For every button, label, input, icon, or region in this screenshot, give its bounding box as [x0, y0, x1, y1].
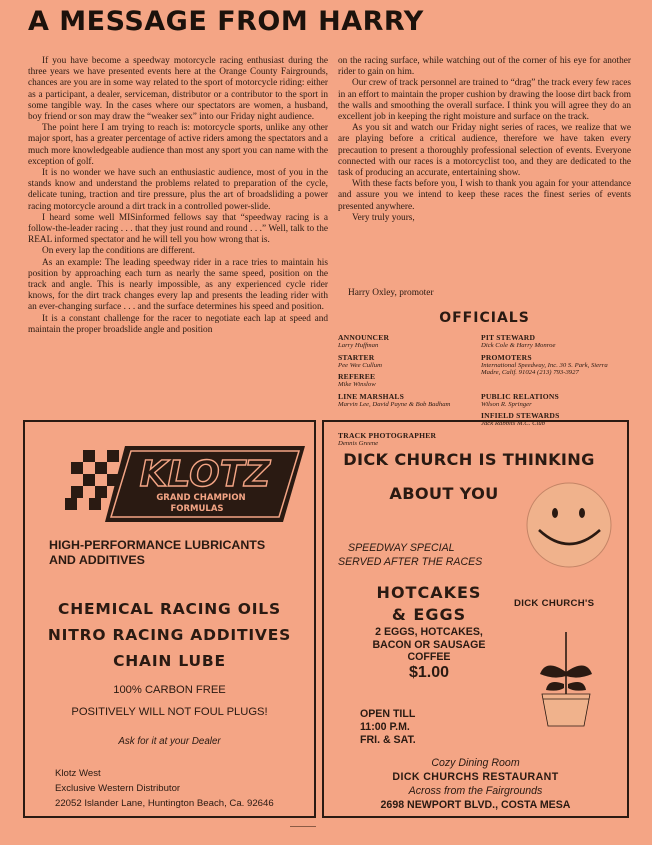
official-name: International Speedway, Inc. 30 S. Park, Sierra Madre, Calif. 91024 (213) 793-3927 [481, 361, 608, 377]
klotz-address-line: 22052 Islander Lane, Huntington Beach, Ca. 92646 [55, 798, 274, 809]
klotz-advertisement [23, 420, 316, 818]
article-paragraph: on the racing surface, while watching out of the corner of his eye for another rider to gain on him. [338, 56, 631, 78]
signoff: Very truly yours, [352, 212, 415, 223]
official-entry [338, 333, 481, 350]
officials-heading: OFFICIALS [439, 310, 530, 326]
official-role: STARTER [338, 352, 375, 362]
article-left-column [28, 56, 328, 336]
menu-line: BACON OR SAUSAGE [372, 638, 486, 651]
official-role: ANNOUNCER [338, 333, 390, 342]
official-entry [338, 353, 481, 370]
klotz-plugs-claim: POSITIVELY WILL NOT FOUL PLUGS! [71, 706, 268, 718]
klotz-product: CHAIN LUBE [113, 652, 226, 670]
official-role: PROMOTERS [481, 352, 532, 362]
klotz-headline [49, 538, 265, 568]
potted-flower-icon [534, 632, 598, 727]
special-line: SERVED AFTER THE RACES [338, 556, 483, 568]
article-paragraph: With these facts before you, I wish to thank you again for your attendance and assure you we intend to keep these races the finest series of events presented anywhere. [338, 179, 631, 212]
hours-line: FRI. & SAT. [360, 734, 416, 746]
official-name: Marvin Lee, David Payne & Bob Badham [338, 400, 451, 408]
article-right-column [338, 56, 631, 224]
official-role: PUBLIC RELATIONS [481, 391, 559, 401]
footer-line: Across from the Fairgrounds [408, 785, 543, 797]
official-entry [481, 333, 631, 350]
dick-church-headline: DICK CHURCH IS THINKING [343, 450, 595, 469]
official-role: LINE MARSHALS [338, 391, 405, 401]
article-paragraph: If you have become a speedway motorcycle racing enthusiast during the three years we have presented events here at the Orange County Fairgrounds, chances are you are in some way related to the sport of motorcycle riding: either as a participant, a dealer, serviceman, distributor or a contributor to the sport in some tangible way. In the cases where our spectators are women, a husband, boy friend or son may draw the “weaker sex” into our Friday night audience. [28, 56, 328, 123]
official-name: Jack Rabbits M.C. Club [481, 420, 546, 428]
klotz-logo [65, 440, 310, 528]
article-paragraph: On every lap the conditions are different. [42, 246, 195, 257]
hours-line: OPEN TILL [360, 708, 416, 720]
article-paragraph: The point here I am trying to reach is: motorcycle sports, unlike any other major sport, has a greater percentage of active riders among the spectators and a much more knowledgeable audience than most any sport you can name with the exception of golf. [28, 123, 328, 167]
dick-church-special [338, 541, 482, 569]
official-role: TRACK PHOTOGRAPHER [338, 430, 437, 440]
klotz-headline-line: AND ADDITIVES [49, 553, 145, 567]
official-entry [481, 353, 631, 389]
official-entry [481, 392, 631, 409]
article-paragraph: Our crew of track personnel are trained to “drag” the track every few races in an effort to maintain the proper cushion by drawing the loose dirt back from the walls and smoothing the overall surface. I think you will agree they do an excellent job in keeping the right moisture and surface on the track. [338, 78, 631, 123]
klotz-headline-line: HIGH-PERFORMANCE LUBRICANTS [49, 538, 266, 552]
footer-line: 2698 NEWPORT BLVD., COSTA MESA [380, 799, 571, 811]
dick-church-hotcakes [334, 582, 524, 626]
klotz-logo-sub: FORMULAS [170, 504, 224, 514]
official-name: Dennis Greene [338, 439, 379, 447]
klotz-dealer-note: Ask for it at your Dealer [118, 736, 221, 747]
page-divider [290, 826, 316, 827]
hotcakes-line: HOTCAKES [376, 583, 482, 602]
official-role: REFEREE [338, 372, 376, 382]
official-name: Larry Huffman [338, 342, 379, 349]
dick-church-advertisement [322, 420, 629, 818]
hotcakes-line: & EGGS [391, 605, 467, 624]
official-name: Mike Winslow [338, 381, 376, 389]
official-entry [338, 372, 481, 389]
klotz-carbon-free: 100% CARBON FREE [113, 684, 226, 696]
hours-line: 11:00 P.M. [360, 721, 410, 733]
promoter-signature: Harry Oxley, promoter [348, 288, 434, 298]
article-paragraph: As you sit and watch our Friday night series of races, we realize that we are playing before a critical audience, therefore we have taken every precaution to present a thoroughly professional selection of events. Everyone connected with our races is a motorcyclist too, and they are dedicated to the task of producing an accurate, entertaining show. [338, 123, 631, 179]
dick-church-headline: ABOUT YOU [389, 484, 499, 503]
official-name: Pee Wee Cullum [338, 361, 382, 369]
official-role: INFIELD STEWARDS [481, 411, 560, 421]
special-line: SPEEDWAY SPECIAL [348, 542, 455, 554]
page-title: A MESSAGE FROM HARRY [28, 6, 424, 37]
article-paragraph: It is no wonder we have such an enthusiastic audience, most of you in the stands know and understand the problems related to preparation of the cycle, delicate tuning, traction and tire pressure, plus the art of broadsliding a power racing motorcycle around a dirt track in a controlled power-slide. [28, 168, 328, 212]
klotz-address-line: Exclusive Western Distributor [55, 783, 181, 794]
footer-line: DICK CHURCHS RESTAURANT [392, 771, 559, 783]
menu-line: COFFEE [407, 651, 451, 664]
klotz-logo-sub: GRAND CHAMPION [156, 493, 246, 503]
klotz-address-line: Klotz West [55, 768, 101, 779]
klotz-product: CHEMICAL RACING OILS [58, 600, 281, 618]
dick-church-menu [334, 626, 524, 664]
dick-church-footer [324, 756, 627, 812]
footer-line: Cozy Dining Room [431, 757, 520, 769]
dick-church-logo: DICK CHURCH'S [514, 598, 595, 609]
menu-line: 2 EGGS, HOTCAKES, [375, 626, 483, 638]
article-paragraph: As an example: The leading speedway rider in a race tries to maintain his position by approaching each turn as nearly the same speed, position on the track and angle. This is nearly impossible, as any experienced cycle rider knows, for the dirt track changes every lap and presents the leading rider with an ever-changing surface . . . and the surface determines his speed and position. [28, 257, 328, 313]
official-name: Wilson R. Springer [481, 400, 532, 408]
dick-church-hours [360, 708, 416, 747]
official-name: Dick Cole & Harry Monroe [481, 342, 556, 349]
klotz-product: NITRO RACING ADDITIVES [47, 626, 292, 644]
official-role: PIT STEWARD [481, 333, 536, 342]
klotz-address [55, 766, 274, 811]
klotz-logo-text: KLOTZ [139, 454, 271, 495]
article-paragraph: It is a constant challenge for the racer to negotiate each lap at speed and maintain the proper broadslide angle and position [28, 313, 328, 335]
article-paragraph: I heard some well MISinformed fellows say that “speedway racing is a follow-the-leader racing . . . that they just round and round . . .” Well, talk to the REAL informed spectator and he will tell you how wrong that is. [28, 212, 328, 246]
smiley-face-icon [524, 480, 614, 570]
dick-church-price: $1.00 [408, 664, 450, 681]
